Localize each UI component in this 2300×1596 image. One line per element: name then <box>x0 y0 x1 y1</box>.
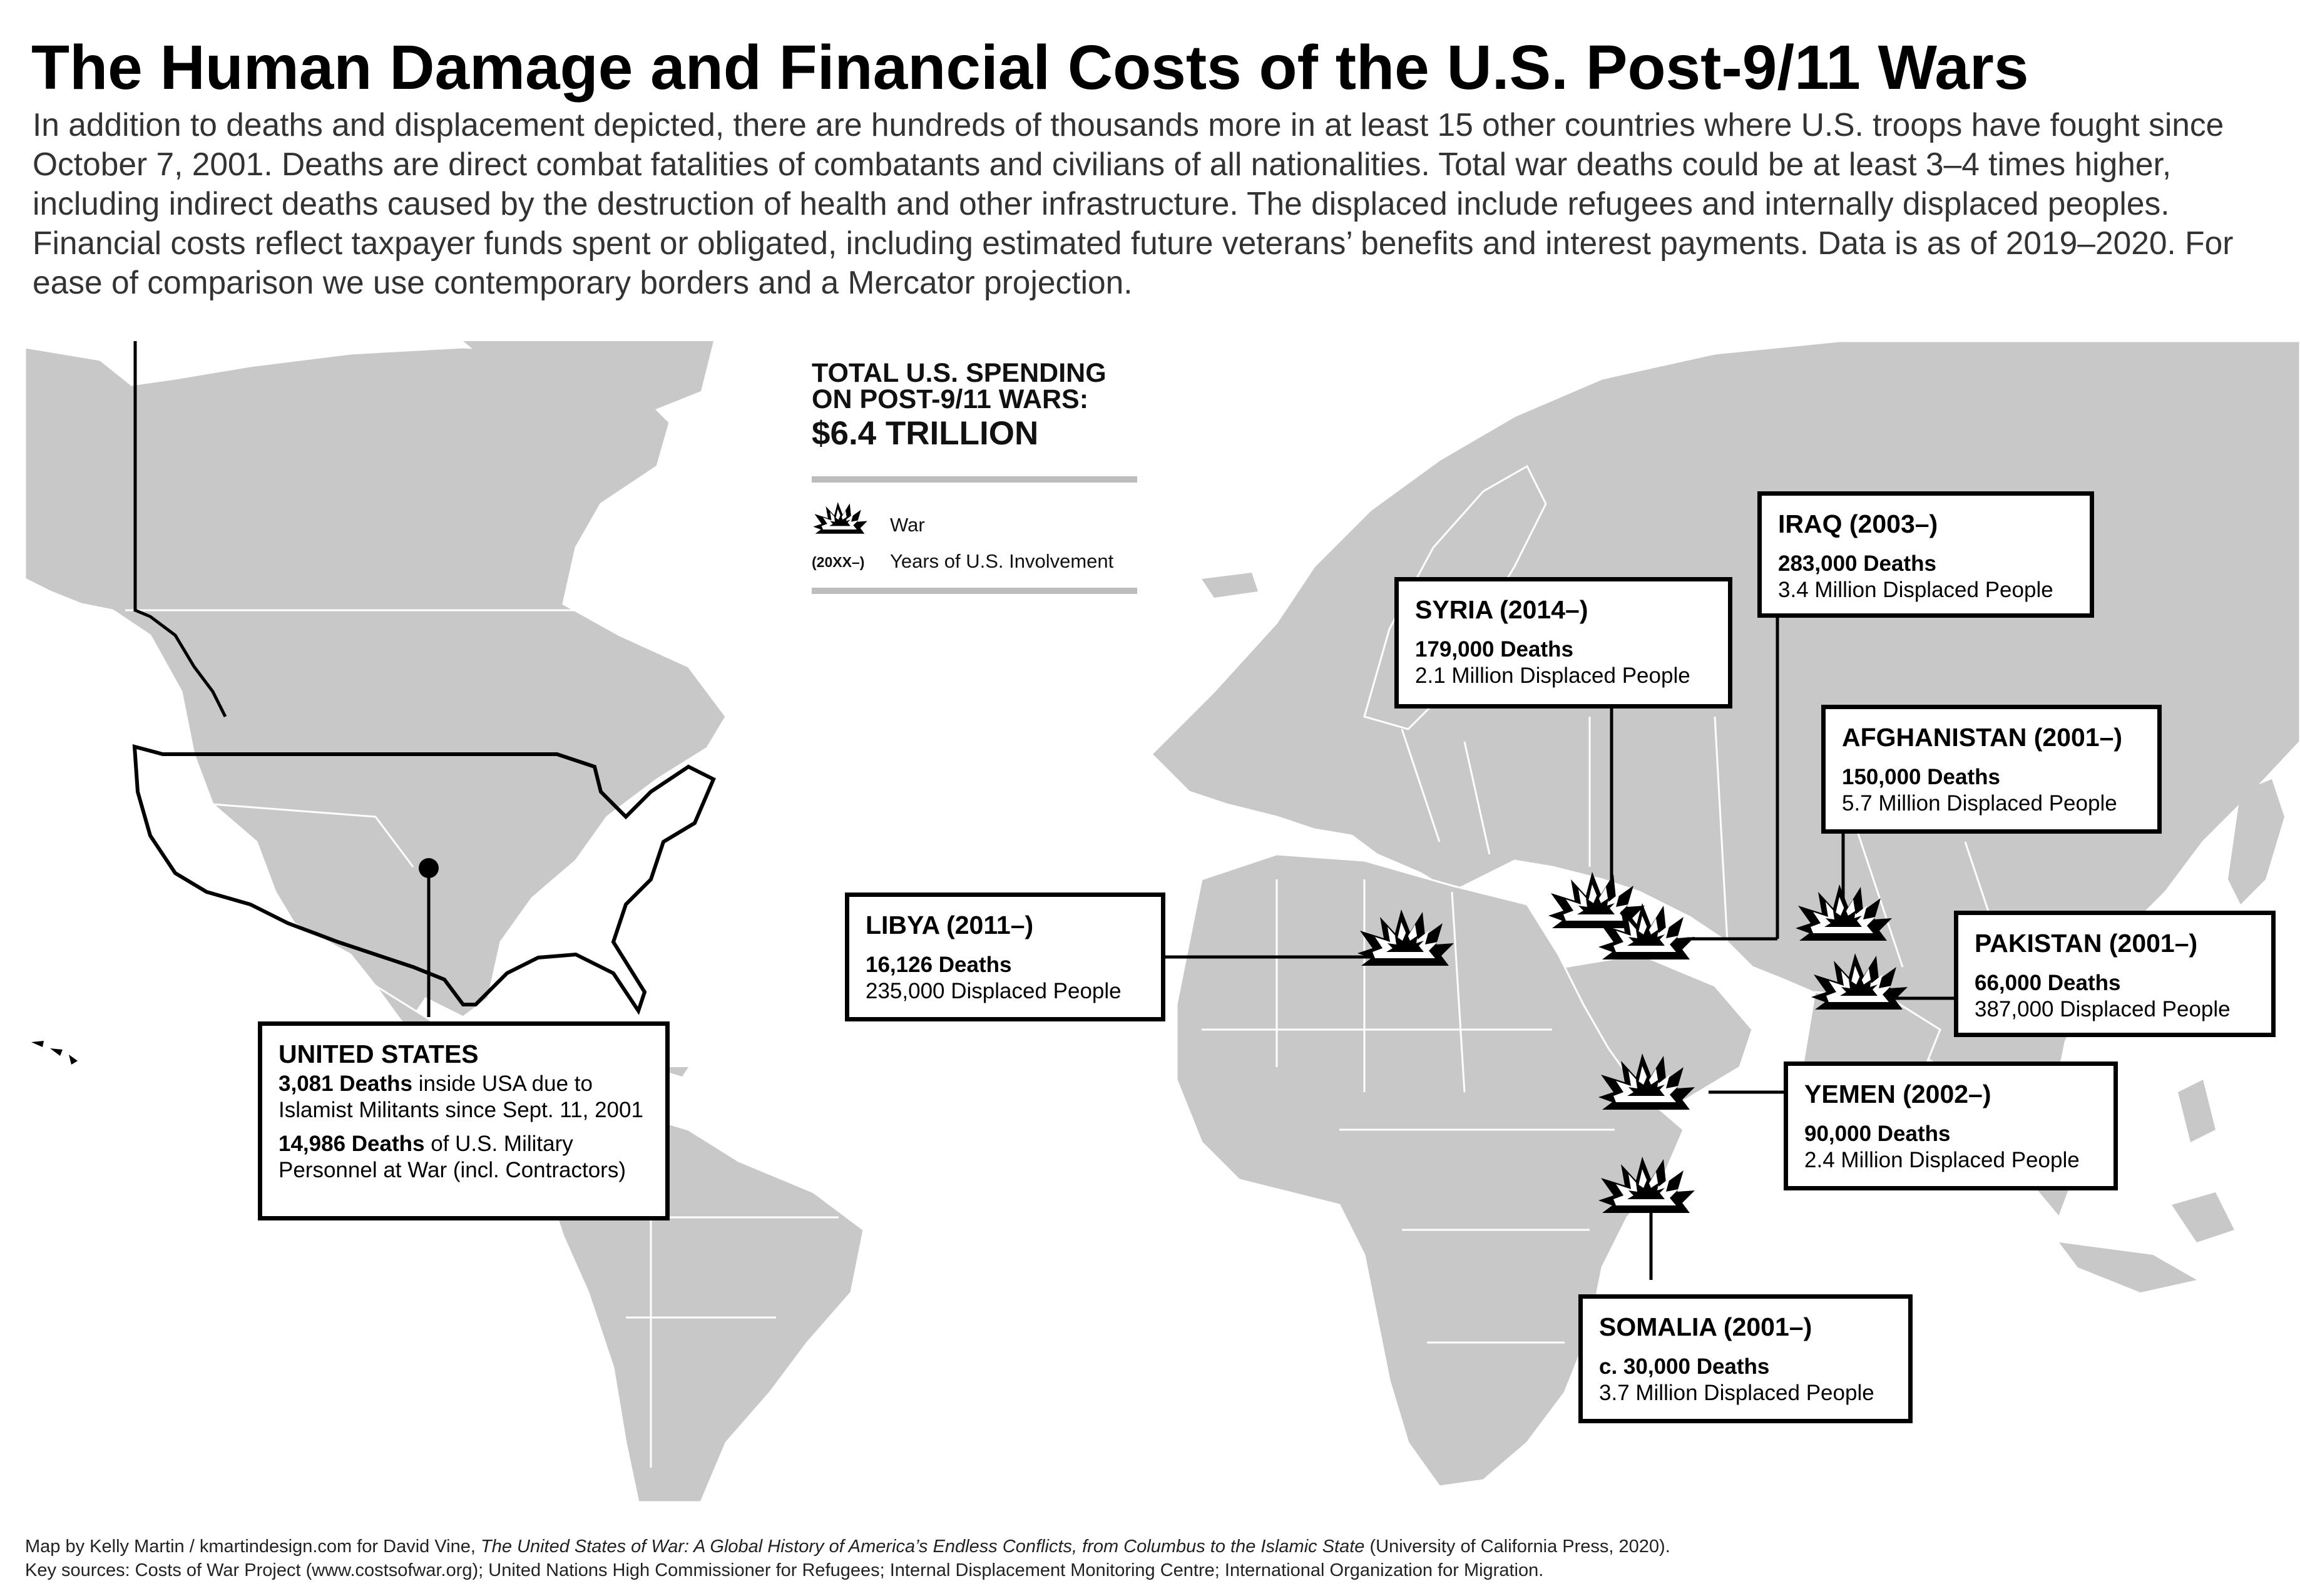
map-legend <box>812 360 1137 594</box>
callout-heading: AFGHANISTAN (2001–) <box>1842 723 2123 752</box>
us-deaths-islamist: 3,081 Deaths <box>279 1072 413 1096</box>
legend-years-label: Years of U.S. Involvement <box>890 550 1114 572</box>
callout-heading: SYRIA (2014–) <box>1415 595 1588 624</box>
legend-war-row <box>812 505 1137 549</box>
page-subtitle: In addition to deaths and displacement depicted, there are hundreds of thousands more in at least 15 other countries where U.S. troops have fought since October 7, 2001. Deaths are direct combat fatalities of combatants and civilians of all nationalities. Total war deaths could be at least 3–4 times higher, including indirect deaths caused by the destruction of health and other infrastructure. The displaced include refugees and internally displaced peoples. Financial costs reflect taxpayer funds spent or obligated, including estimated future veterans’ benefits and interest payments. Data is as of 2019–2020. For ease of comparison we use contemporary borders and a Mercator projection. <box>33 106 2234 300</box>
callout-united-states <box>258 1021 670 1220</box>
footer-line2: Key sources: Costs of War Project (www.costsofwar.org); United Nations High Commissioner for Refugees; Internal Displacement Monitoring Centre; International Organization for Migration. <box>25 1560 1544 1580</box>
callout-deaths: 179,000 Deaths <box>1415 637 1573 662</box>
footer-book-title: The United States of War: A Global History of America’s Endless Conflicts, from Columbus to the Islamic State <box>480 1537 1365 1557</box>
us-deaths-military: 14,986 Deaths <box>279 1132 425 1156</box>
callout-syria <box>1394 577 1732 708</box>
legend-divider-bottom <box>812 588 1137 594</box>
spending-total: $6.4 TRILLION <box>812 415 1039 452</box>
callout-deaths: 283,000 Deaths <box>1778 551 1936 576</box>
callout-yemen <box>1784 1061 2118 1190</box>
callout-displaced: 387,000 Displaced People <box>1975 997 2231 1021</box>
callout-heading: LIBYA (2011–) <box>866 911 1034 939</box>
callout-deaths: c. 30,000 Deaths <box>1599 1354 1770 1379</box>
callout-afghanistan <box>1821 705 2162 834</box>
footer-line1 <box>25 1535 2278 1558</box>
callout-displaced: 235,000 Displaced People <box>866 979 1122 1003</box>
legend-years-row <box>812 549 1137 580</box>
spending-label-line2: ON POST-9/11 WARS: <box>812 384 1089 414</box>
page-title: The Human Damage and Financial Costs of the U.S. Post-9/11 Wars <box>31 33 2029 103</box>
footer-credit-text: Map by Kelly Martin / kmartindesign.com for David Vine, <box>25 1537 481 1557</box>
explosion-icon <box>812 496 868 540</box>
callout-iraq <box>1757 491 2094 618</box>
callout-heading: PAKISTAN (2001–) <box>1975 929 2198 958</box>
callout-deaths: 90,000 Deaths <box>1804 1122 1951 1146</box>
callout-deaths: 16,126 Deaths <box>866 953 1012 977</box>
callout-heading: YEMEN (2002–) <box>1804 1080 1991 1108</box>
callout-displaced: 2.4 Million Displaced People <box>1804 1148 2080 1172</box>
footer-credits <box>25 1535 2278 1582</box>
spending-label-line1: TOTAL U.S. SPENDING <box>812 358 1107 388</box>
callout-libya <box>845 893 1165 1021</box>
legend-years-tag: (20XX–) <box>812 554 865 570</box>
callout-somalia <box>1578 1294 1913 1423</box>
callout-deaths: 66,000 Deaths <box>1975 971 2121 995</box>
legend-divider-top <box>812 476 1137 483</box>
callout-displaced: 2.1 Million Displaced People <box>1415 663 1690 688</box>
callout-heading: UNITED STATES <box>279 1040 479 1068</box>
callout-deaths: 150,000 Deaths <box>1842 765 2000 789</box>
callout-displaced: 3.4 Million Displaced People <box>1778 578 2053 602</box>
callout-displaced: 5.7 Million Displaced People <box>1842 791 2117 816</box>
us-deaths-islamist-line2: Islamist Militants since Sept. 11, 2001 <box>279 1098 643 1122</box>
us-deaths-islamist-rest: inside USA due to <box>412 1072 593 1096</box>
us-deaths-military-rest: of U.S. Military <box>424 1132 573 1156</box>
callout-pakistan <box>1954 911 2276 1037</box>
callout-heading: SOMALIA (2001–) <box>1599 1312 1812 1341</box>
us-deaths-military-line2: Personnel at War (incl. Contractors) <box>279 1158 626 1182</box>
footer-publisher: (University of California Press, 2020). <box>1364 1537 1670 1557</box>
callout-displaced: 3.7 Million Displaced People <box>1599 1381 1874 1405</box>
legend-war-label: War <box>890 514 925 536</box>
callout-heading: IRAQ (2003–) <box>1778 509 1938 538</box>
